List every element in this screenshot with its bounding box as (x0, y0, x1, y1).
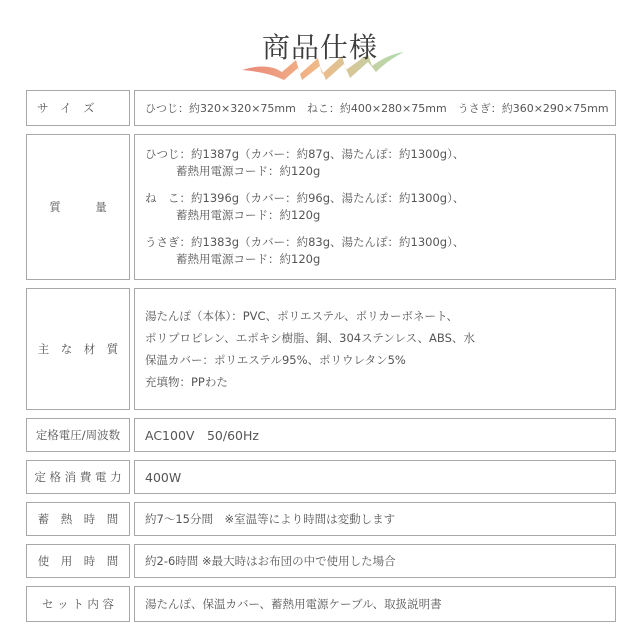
label-text: セ ッ ト 内 容 (41, 597, 115, 611)
spec-label-voltage (26, 418, 130, 452)
spec-value-voltage (134, 418, 616, 452)
spec-value-weight (134, 134, 616, 280)
spec-value-size (134, 90, 616, 126)
spec-label-power (26, 460, 130, 494)
value-line: 約2-6時間 ※最大時はお布団の中で使用した場合 (145, 553, 396, 568)
value-line: 蓄熱用電源コード：約120g (176, 164, 321, 178)
spec-row-use-time (26, 544, 616, 578)
value-line: うさぎ：約1383g（カバー：約83g、湯たんぽ：約1300g）、 (145, 235, 465, 249)
value-line: 保温カバー：ポリエステル95%、ポリウレタン5% (145, 353, 406, 367)
value-line: ひつじ：約1387g（カバー：約87g、湯たんぽ：約1300g）、 (145, 147, 465, 161)
value-line: AC100V 50/60Hz (145, 427, 259, 443)
spec-label-heat-time (26, 502, 130, 536)
page-title: 商品仕様 (261, 31, 378, 64)
value-line: 蓄熱用電源コード：約120g (176, 252, 321, 266)
spec-row-power (26, 460, 616, 494)
spec-row-weight (26, 134, 616, 280)
label-text: 質 量 (49, 200, 107, 214)
value-line: ね こ：約1396g（カバー：約96g、湯たんぽ：約1300g）、 (145, 191, 465, 205)
label-text: 蓄 熱 時 間 (37, 512, 119, 526)
value-line: 充填物：PPわた (145, 375, 228, 389)
spec-label-weight (26, 134, 130, 280)
spec-label-set-contents (26, 586, 130, 622)
spec-row-heat-time (26, 502, 616, 536)
spec-value-heat-time (134, 502, 616, 536)
value-line: 蓄熱用電源コード：約120g (176, 208, 321, 222)
spec-label-size (26, 90, 130, 126)
label-text: 使 用 時 間 (37, 554, 119, 568)
label-text: 主 な 材 質 (37, 342, 119, 356)
value-line: ひつじ：約320×320×75mm ねこ：約400×280×75mm うさぎ：約360×290×75mm (145, 101, 609, 115)
spec-value-power (134, 460, 616, 494)
spec-row-size (26, 90, 616, 126)
label-text: 定格電圧/周波数 (35, 428, 121, 442)
spec-row-materials (26, 288, 616, 410)
value-line: 約7～15分間 ※室温等により時間は変動します (145, 511, 396, 526)
spec-value-use-time (134, 544, 616, 578)
value-line: 湯たんぽ、保温カバー、蓄熱用電源ケーブル、取扱説明書 (145, 596, 442, 611)
spec-label-use-time (26, 544, 130, 578)
spec-value-materials (134, 288, 616, 410)
value-line: 湯たんぽ（本体）：PVC、ポリエステル、ポリカーボネート、 (145, 309, 458, 323)
spec-row-voltage (26, 418, 616, 452)
title-area (0, 0, 640, 90)
value-line: ポリプロピレン、エポキシ樹脂、銅、304ステンレス、ABS、水 (145, 331, 475, 345)
spec-value-set-contents (134, 586, 616, 622)
spec-row-set-contents (26, 586, 616, 622)
label-text: サ イ ズ (37, 101, 95, 115)
spec-label-materials (26, 288, 130, 410)
label-text: 定 格 消 費 電 力 (34, 470, 122, 484)
value-line: 400W (145, 469, 182, 485)
